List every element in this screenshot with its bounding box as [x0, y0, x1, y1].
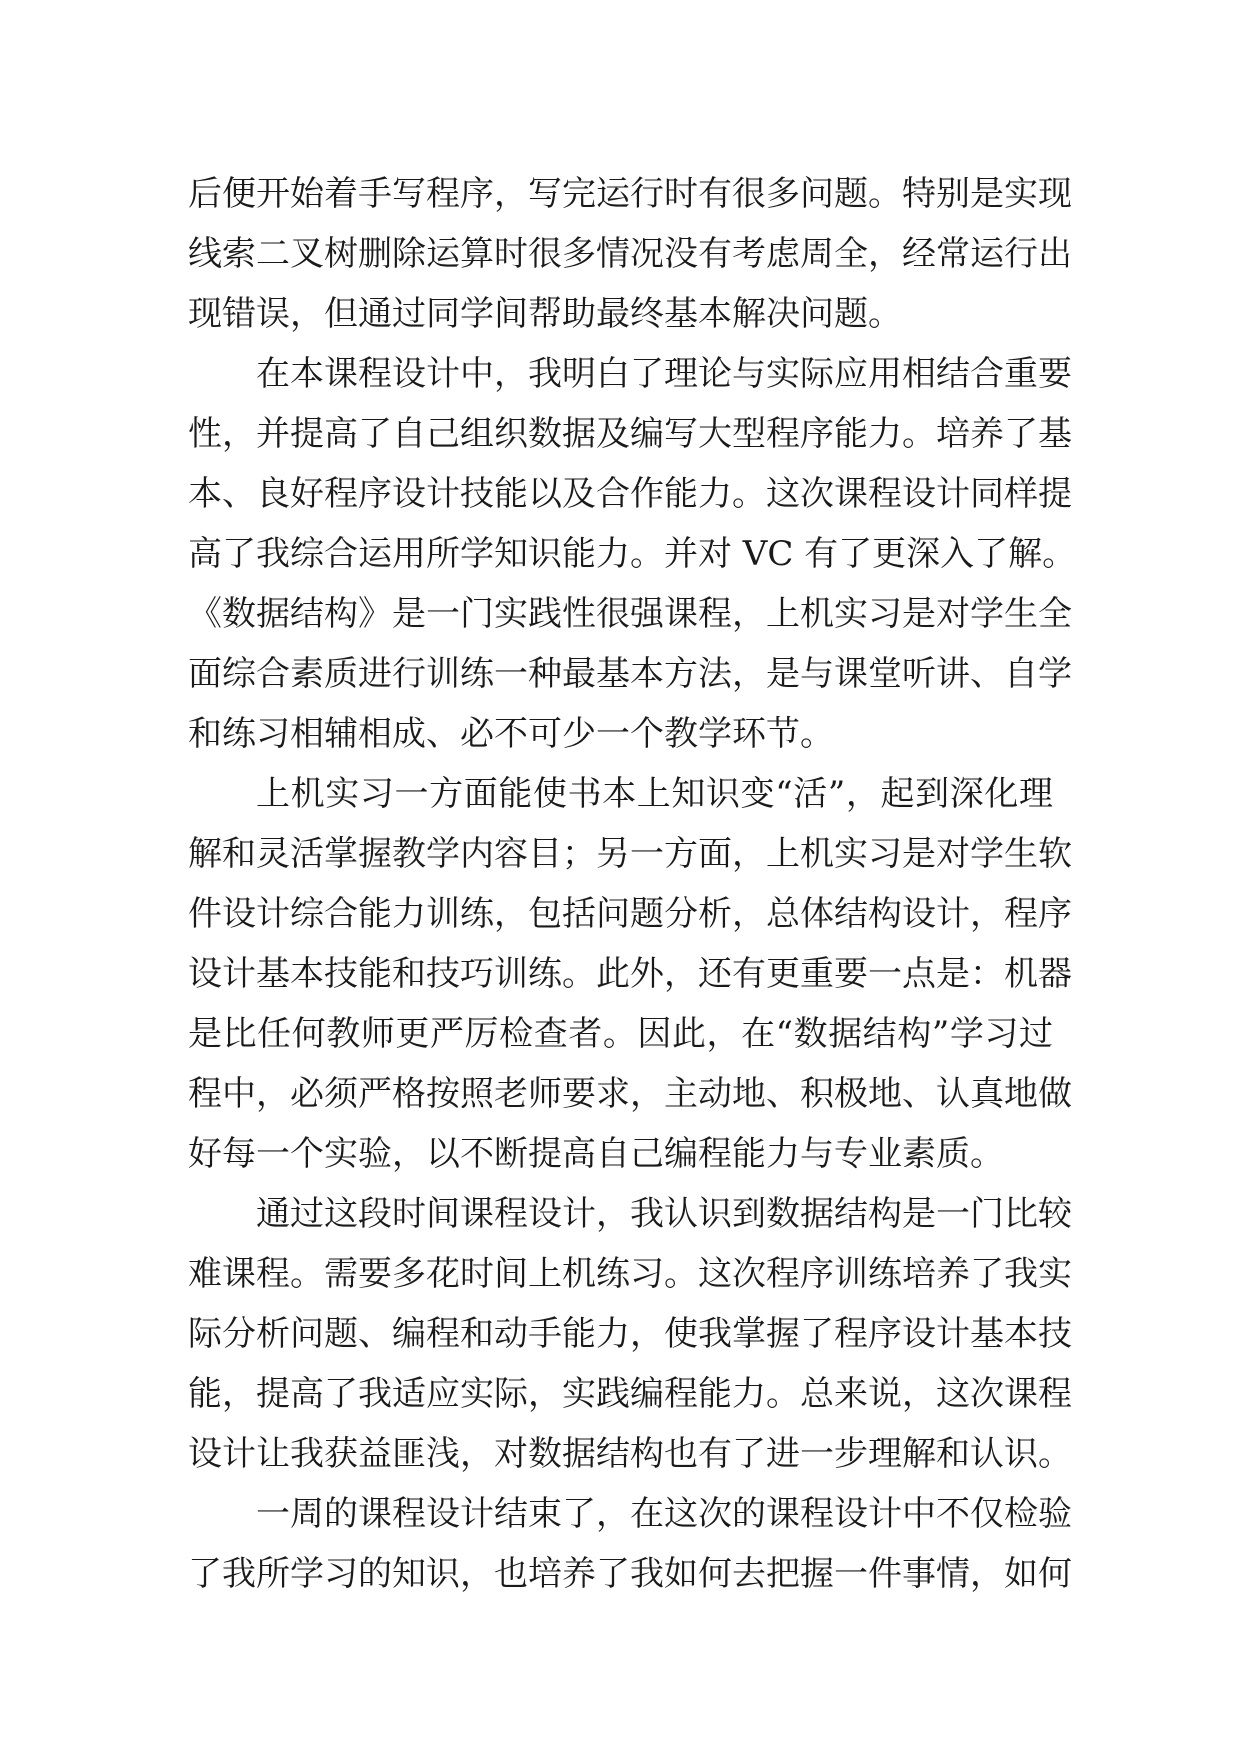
paragraph-line: 上机实习一方面能使书本上知识变“活”，起到深化理: [256, 774, 1053, 814]
document-body: [188, 164, 1077, 1604]
paragraph-line: 和练习相辅相成、必不可少一个教学环节。: [188, 714, 834, 754]
paragraph-line: 设计让我获益匪浅，对数据结构也有了进一步理解和认识。: [188, 1434, 1072, 1474]
paragraph-line: 程中，必须严格按照老师要求，主动地、积极地、认真地做: [188, 1074, 1072, 1114]
paragraph-line: 通过这段时间课程设计，我认识到数据结构是一门比较: [256, 1194, 1072, 1234]
paragraph-line: 际分析问题、编程和动手能力，使我掌握了程序设计基本技: [188, 1314, 1072, 1354]
paragraph-4: [188, 1184, 1072, 1484]
paragraph-1: [188, 164, 1072, 344]
paragraph-line: 解和灵活掌握教学内容目；另一方面，上机实习是对学生软: [188, 834, 1072, 874]
paragraph-line: 本、良好程序设计技能以及合作能力。这次课程设计同样提: [188, 474, 1072, 514]
paragraph-line: 面综合素质进行训练一种最基本方法，是与课堂听讲、自学: [188, 654, 1072, 694]
paragraph-line: 能，提高了我适应实际，实践编程能力。总来说，这次课程: [188, 1374, 1072, 1414]
paragraph-line: 难课程。需要多花时间上机练习。这次程序训练培养了我实: [188, 1254, 1072, 1294]
paragraph-line: 线索二叉树删除运算时很多情况没有考虑周全，经常运行出: [188, 234, 1072, 274]
paragraph-line: 好每一个实验，以不断提高自己编程能力与专业素质。: [188, 1134, 1004, 1174]
paragraph-line: 现错误，但通过同学间帮助最终基本解决问题。: [188, 294, 902, 334]
paragraph-line: 是比任何教师更严厉检查者。因此，在“数据结构”学习过: [188, 1014, 1053, 1054]
paragraph-line: 在本课程设计中，我明白了理论与实际应用相结合重要: [256, 354, 1072, 394]
paragraph-line: 设计基本技能和技巧训练。此外，还有更重要一点是：机器: [188, 954, 1072, 994]
paragraph-line: 《数据结构》是一门实践性很强课程，上机实习是对学生全: [188, 594, 1072, 634]
paragraph-line: 高了我综合运用所学知识能力。并对 VC 有了更深入了解。: [188, 534, 1077, 574]
paragraph-line: 件设计综合能力训练，包括问题分析，总体结构设计，程序: [188, 894, 1072, 934]
paragraph-3: [188, 764, 1072, 1184]
paragraph-line: 一周的课程设计结束了，在这次的课程设计中不仅检验: [256, 1494, 1072, 1534]
paragraph-5: [188, 1484, 1072, 1604]
paragraph-line: 了我所学习的知识，也培养了我如何去把握一件事情，如何: [188, 1554, 1072, 1594]
paragraph-line: 性，并提高了自己组织数据及编写大型程序能力。培养了基: [188, 414, 1072, 454]
paragraph-2: [188, 344, 1077, 764]
paragraph-line: 后便开始着手写程序，写完运行时有很多问题。特别是实现: [188, 174, 1072, 214]
